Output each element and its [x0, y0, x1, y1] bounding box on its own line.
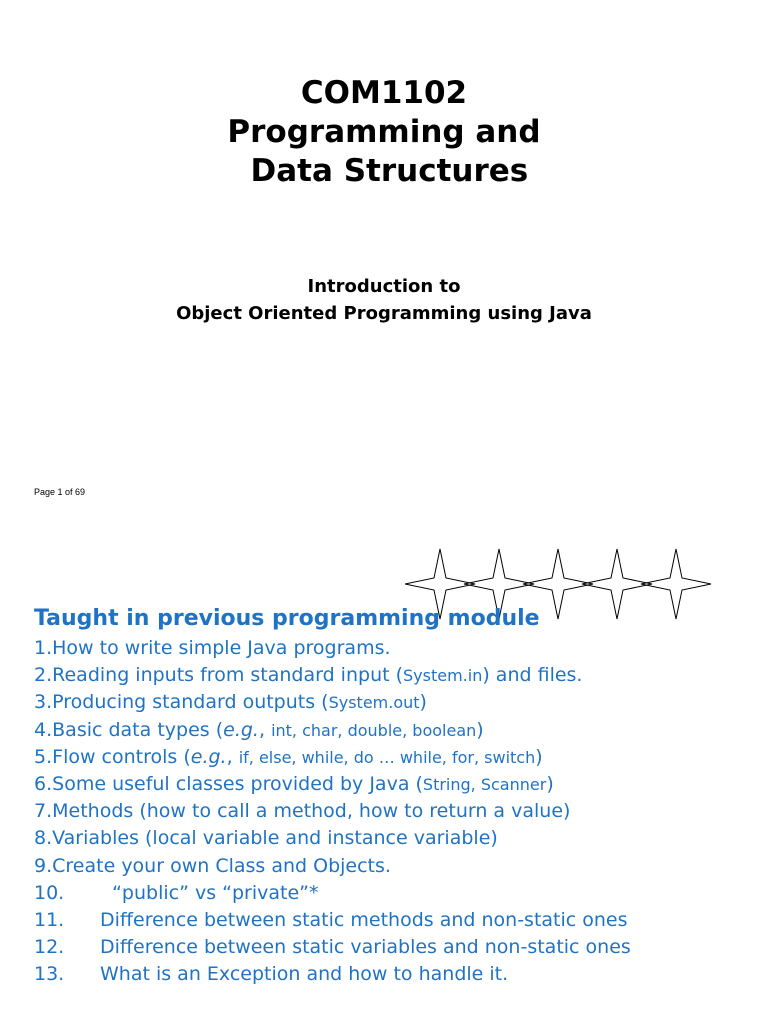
list-item: 11. Difference between static methods and non-static ones — [34, 908, 628, 931]
page-number-label: Page 1 of 69 — [34, 487, 86, 497]
title-course-code: COM1102 — [300, 75, 468, 111]
list-item: 1.How to write simple Java programs. — [34, 637, 391, 659]
topic-list — [34, 635, 631, 988]
code-text: if, else, while, do … while, for, switch — [238, 747, 536, 767]
list-item: 6.Some useful classes provided by Java (String, Scanner) — [34, 772, 554, 795]
list-item: 7.Methods (how to call a method, how to return a value) — [34, 800, 571, 823]
list-item: 3.Producing standard outputs (System.out) — [34, 691, 427, 714]
list-item: 12. Difference between static variables and non-static ones — [34, 936, 631, 959]
code-text: int, char, double, boolean — [271, 720, 477, 740]
list-item: 8.Variables (local variable and instance variable) — [34, 827, 498, 850]
subtitle-line-1: Introduction to — [307, 276, 461, 297]
title-line-2: Programming and — [227, 114, 541, 150]
list-item: 2.Reading inputs from standard input (System.in) and files. — [34, 664, 583, 687]
subtitle-line-2: Object Oriented Programming using Java — [176, 303, 592, 324]
list-item: 5.Flow controls (e.g., if, else, while, do … while, for, switch) — [34, 745, 543, 768]
list-item: 9.Create your own Class and Objects. — [34, 854, 391, 877]
code-text: System.in — [403, 666, 483, 686]
list-heading: Taught in previous programming module — [34, 606, 540, 631]
title-line-3: Data Structures — [239, 153, 529, 189]
list-item: 10. “public” vs “private”* — [34, 881, 319, 904]
code-text: System.out — [328, 693, 420, 713]
document-subtitle — [0, 273, 768, 327]
list-item: 13. What is an Exception and how to handle it. — [34, 963, 509, 986]
document-title — [0, 74, 768, 191]
list-item: 4.Basic data types (e.g., int, char, double, boolean) — [34, 718, 484, 741]
code-text: String, Scanner — [422, 774, 547, 794]
